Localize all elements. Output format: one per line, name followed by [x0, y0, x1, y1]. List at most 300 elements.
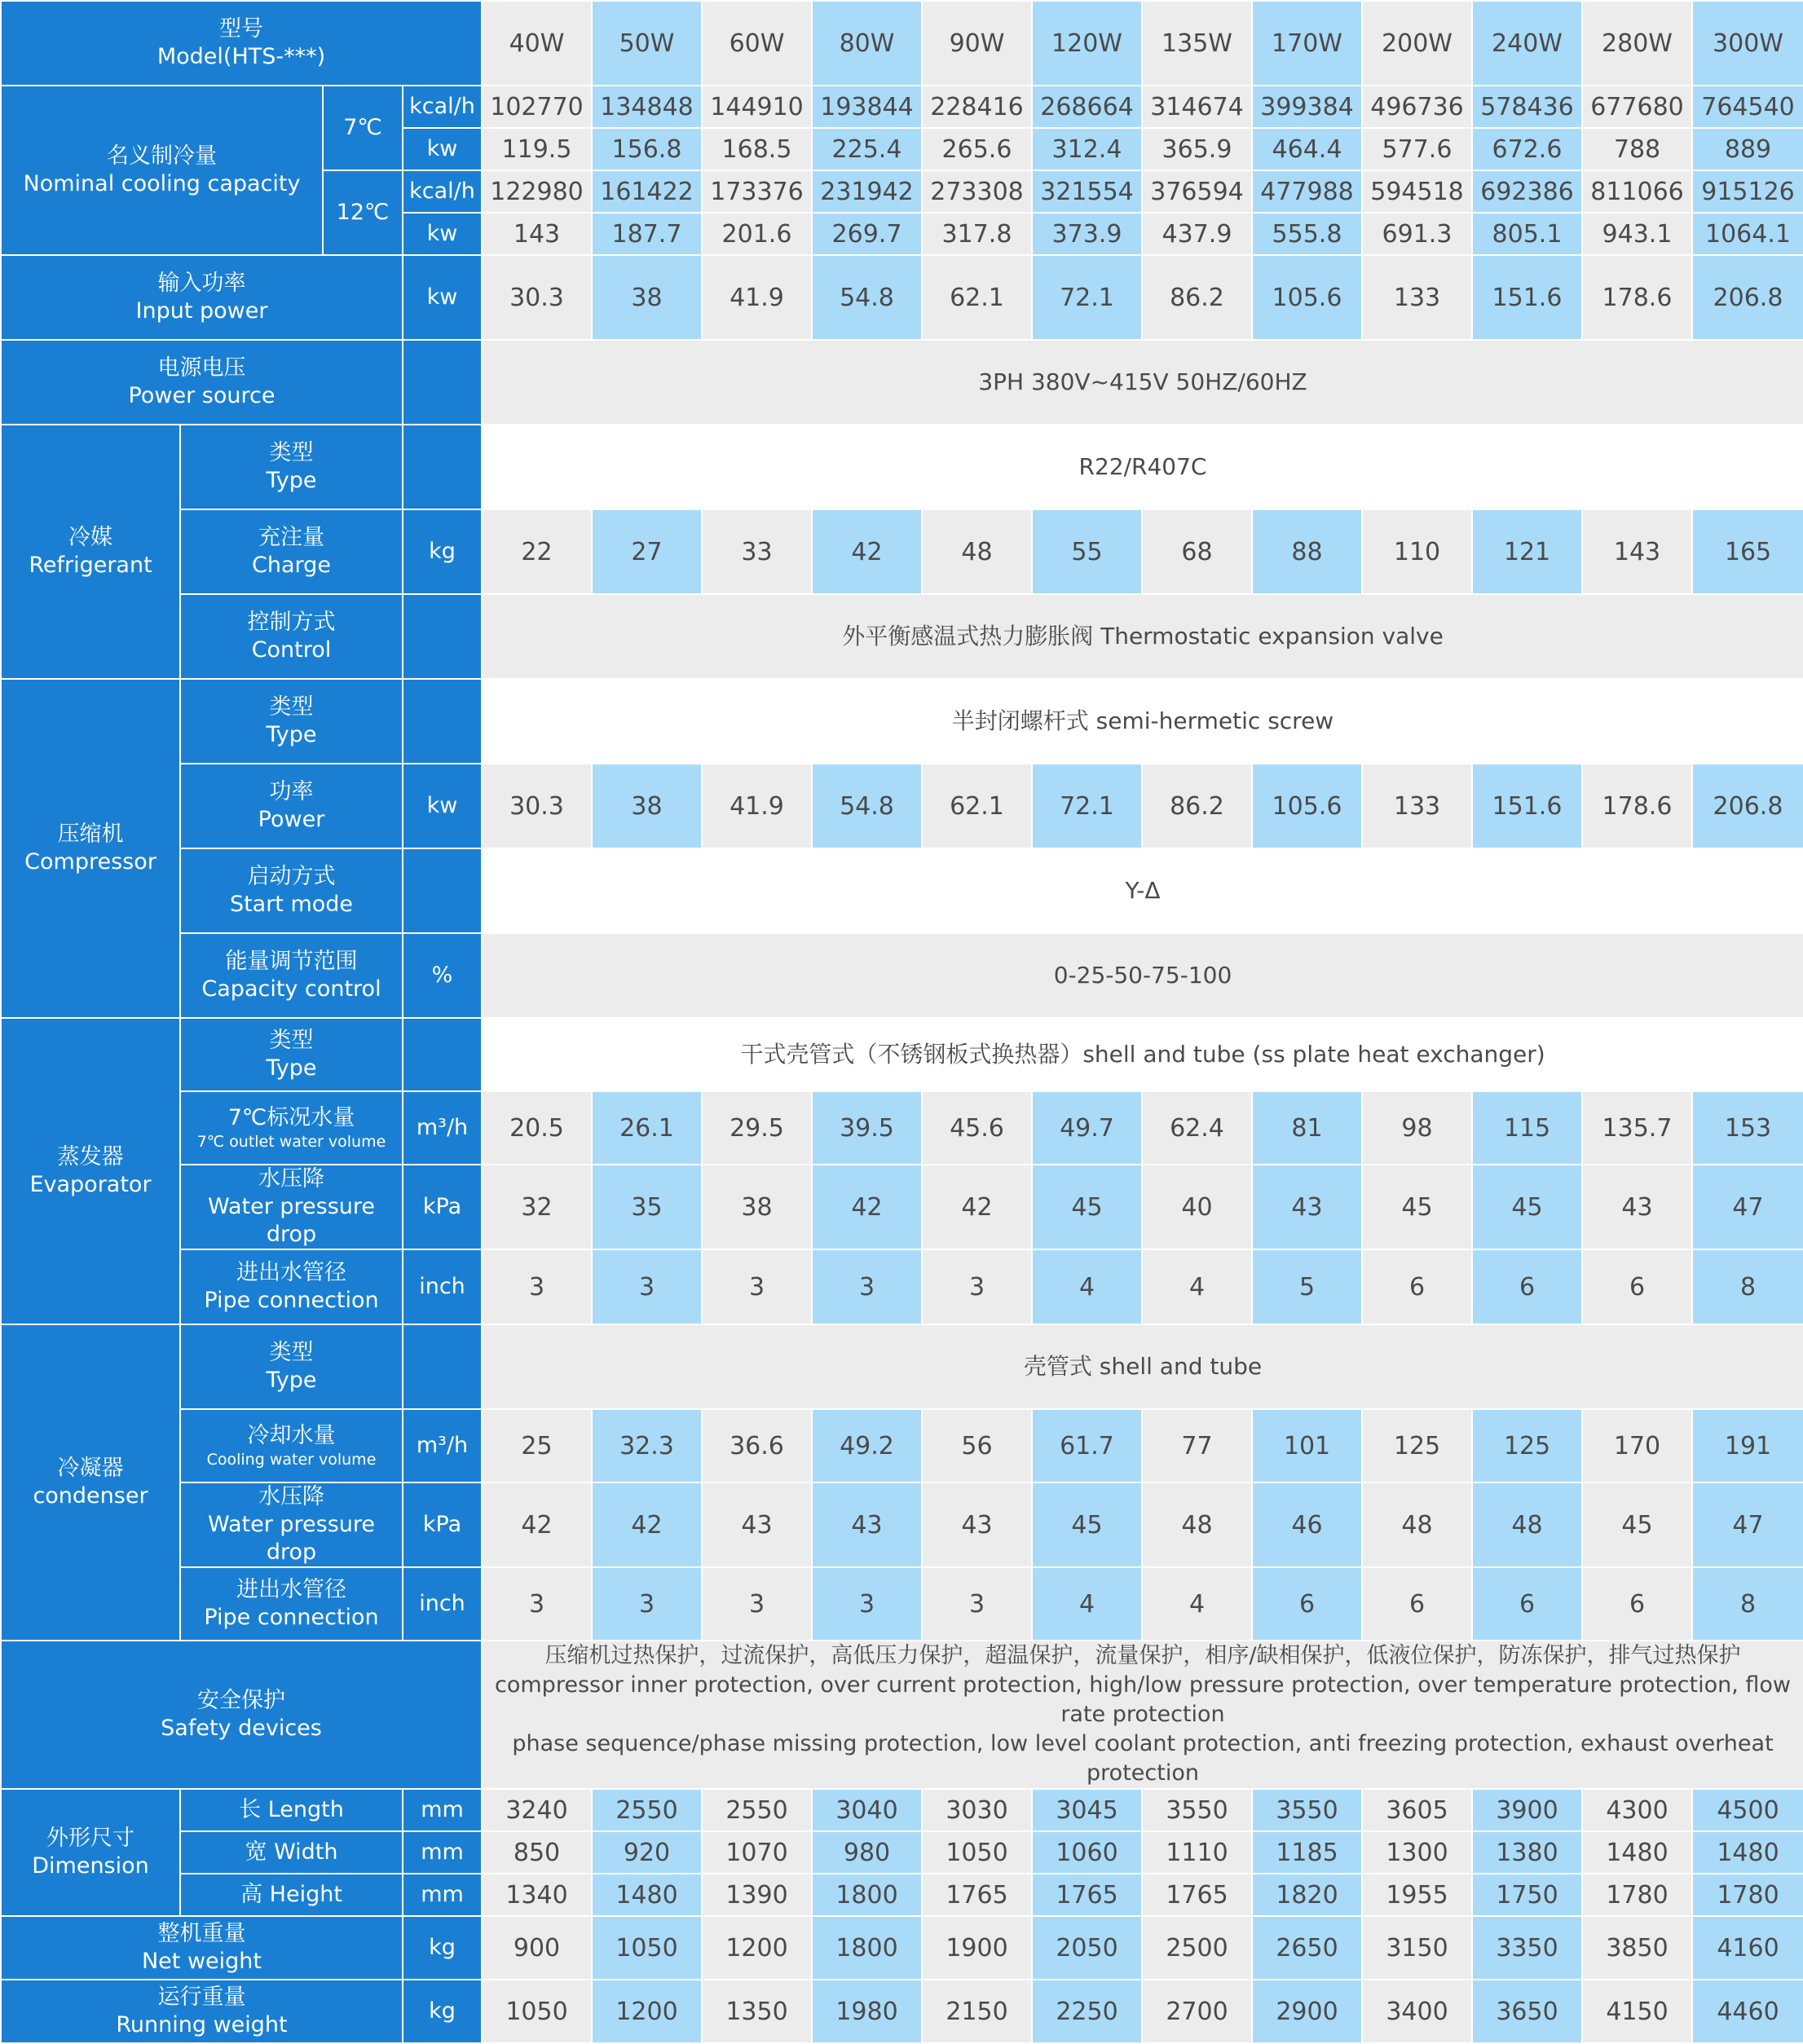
value-cell: 788	[1582, 128, 1692, 170]
value-cell: 201.6	[702, 213, 812, 255]
value-cell: 321554	[1032, 170, 1142, 213]
input-power-header: 输入功率 Input power	[1, 255, 403, 340]
value-cell: 314674	[1142, 86, 1252, 128]
value-cell: 48	[1142, 1482, 1252, 1567]
unit-label: kcal/h	[403, 86, 482, 128]
model-cell: 280W	[1582, 1, 1692, 86]
value-cell: 1820	[1252, 1874, 1362, 1916]
unit-label-empty	[403, 594, 482, 679]
value-cell: 1050	[592, 1916, 702, 1980]
unit-label-empty	[403, 425, 482, 509]
value-cell: 133	[1362, 764, 1472, 848]
evaporator-header: 蒸发器 Evaporator	[1, 1018, 180, 1324]
value-cell: 3	[922, 1567, 1032, 1641]
running-weight-row	[1, 1980, 1803, 2043]
refrigerant-type-row	[1, 425, 1803, 509]
dimension-height-label: 高 Height	[180, 1874, 403, 1916]
value-cell: 578436	[1472, 86, 1582, 128]
value-cell: 2550	[702, 1789, 812, 1831]
refrigerant-type-label: 类型 Type	[180, 425, 403, 509]
value-cell: 101	[1252, 1409, 1362, 1482]
value-cell: 228416	[922, 86, 1032, 128]
value-cell: 20.5	[482, 1091, 592, 1165]
value-cell: 56	[922, 1409, 1032, 1482]
unit-label: mm	[403, 1831, 482, 1874]
value-cell: 115	[1472, 1091, 1582, 1165]
value-cell: 38	[592, 255, 702, 340]
model-cell: 170W	[1252, 1, 1362, 86]
value-cell: 46	[1252, 1482, 1362, 1567]
value-cell: 5	[1252, 1249, 1362, 1324]
compressor-capacity-label: 能量调节范围 Capacity control	[180, 933, 403, 1018]
value-cell: 3040	[812, 1789, 922, 1831]
value-cell: 6	[1362, 1567, 1472, 1641]
condenser-pressure-drop-row	[1, 1482, 1803, 1567]
value-cell: 1060	[1032, 1831, 1142, 1874]
value-cell: 125	[1472, 1409, 1582, 1482]
value-cell: 62.4	[1142, 1091, 1252, 1165]
value-cell: 437.9	[1142, 213, 1252, 255]
value-cell: 105.6	[1252, 764, 1362, 848]
value-cell: 45	[1582, 1482, 1692, 1567]
value-cell: 47	[1692, 1482, 1803, 1567]
value-cell: 32	[482, 1165, 592, 1249]
value-cell: 88	[1252, 509, 1362, 594]
value-cell: 72.1	[1032, 255, 1142, 340]
value-cell: 6	[1582, 1567, 1692, 1641]
value-cell: 168.5	[702, 128, 812, 170]
value-cell: 1480	[1582, 1831, 1692, 1874]
value-cell: 6	[1252, 1567, 1362, 1641]
value-cell: 42	[812, 509, 922, 594]
value-cell: 273308	[922, 170, 1032, 213]
unit-label: kw	[403, 213, 482, 255]
value-cell: 122980	[482, 170, 592, 213]
value-cell: 38	[702, 1165, 812, 1249]
value-cell: 151.6	[1472, 255, 1582, 340]
value-cell: 121	[1472, 509, 1582, 594]
value-cell: 3550	[1142, 1789, 1252, 1831]
value-cell: 1780	[1692, 1874, 1803, 1916]
unit-label-empty	[403, 1324, 482, 1409]
condenser-type-row	[1, 1324, 1803, 1409]
condenser-water-volume-row	[1, 1409, 1803, 1482]
value-cell: 42	[812, 1165, 922, 1249]
compressor-capacity-value: 0-25-50-75-100	[482, 933, 1803, 1018]
value-cell: 1185	[1252, 1831, 1362, 1874]
value-cell: 1380	[1472, 1831, 1582, 1874]
value-cell: 161422	[592, 170, 702, 213]
net-weight-header: 整机重量 Net weight	[1, 1916, 403, 1980]
compressor-power-label: 功率 Power	[180, 764, 403, 848]
value-cell: 365.9	[1142, 128, 1252, 170]
value-cell: 269.7	[812, 213, 922, 255]
value-cell: 45.6	[922, 1091, 1032, 1165]
compressor-start-value: Y-Δ	[482, 848, 1803, 933]
refrigerant-charge-label: 充注量 Charge	[180, 509, 403, 594]
unit-label: kPa	[403, 1165, 482, 1249]
value-cell: 1780	[1582, 1874, 1692, 1916]
value-cell: 102770	[482, 86, 592, 128]
value-cell: 47	[1692, 1165, 1803, 1249]
value-cell: 125	[1362, 1409, 1472, 1482]
value-cell: 1300	[1362, 1831, 1472, 1874]
value-cell: 889	[1692, 128, 1803, 170]
value-cell: 4160	[1692, 1916, 1803, 1980]
value-cell: 77	[1142, 1409, 1252, 1482]
value-cell: 1050	[482, 1980, 592, 2043]
value-cell: 672.6	[1472, 128, 1582, 170]
unit-label-empty	[403, 1018, 482, 1091]
value-cell: 27	[592, 509, 702, 594]
value-cell: 1110	[1142, 1831, 1252, 1874]
value-cell: 2050	[1032, 1916, 1142, 1980]
value-cell: 4500	[1692, 1789, 1803, 1831]
value-cell: 43	[1582, 1165, 1692, 1249]
evaporator-pipe-label: 进出水管径 Pipe connection	[180, 1249, 403, 1324]
value-cell: 62.1	[922, 255, 1032, 340]
value-cell: 110	[1362, 509, 1472, 594]
model-cell: 135W	[1142, 1, 1252, 86]
refrigerant-type-value: R22/R407C	[482, 425, 1803, 509]
value-cell: 1750	[1472, 1874, 1582, 1916]
value-cell: 2650	[1252, 1916, 1362, 1980]
value-cell: 191	[1692, 1409, 1803, 1482]
value-cell: 32.3	[592, 1409, 702, 1482]
compressor-header: 压缩机 Compressor	[1, 679, 180, 1018]
value-cell: 3550	[1252, 1789, 1362, 1831]
unit-label: kg	[403, 1916, 482, 1980]
value-cell: 42	[922, 1165, 1032, 1249]
value-cell: 151.6	[1472, 764, 1582, 848]
dimension-width-label: 宽 Width	[180, 1831, 403, 1874]
model-header: 型号 Model(HTS-***)	[1, 1, 482, 86]
safety-header: 安全保护 Safety devices	[1, 1641, 482, 1789]
input-power-row	[1, 255, 1803, 340]
value-cell: 4	[1142, 1567, 1252, 1641]
value-cell: 165	[1692, 509, 1803, 594]
dimension-height-row	[1, 1874, 1803, 1916]
value-cell: 3	[812, 1249, 922, 1324]
value-cell: 692386	[1472, 170, 1582, 213]
value-cell: 36.6	[702, 1409, 812, 1482]
value-cell: 187.7	[592, 213, 702, 255]
value-cell: 376594	[1142, 170, 1252, 213]
value-cell: 4150	[1582, 1980, 1692, 2043]
value-cell: 2700	[1142, 1980, 1252, 2043]
value-cell: 8	[1692, 1567, 1803, 1641]
value-cell: 268664	[1032, 86, 1142, 128]
value-cell: 3900	[1472, 1789, 1582, 1831]
value-cell: 33	[702, 509, 812, 594]
value-cell: 3	[482, 1567, 592, 1641]
value-cell: 3045	[1032, 1789, 1142, 1831]
value-cell: 3	[922, 1249, 1032, 1324]
unit-label-empty	[403, 848, 482, 933]
evaporator-water-volume-label: 7℃标况水量 7℃ outlet water volume	[180, 1091, 403, 1165]
value-cell: 231942	[812, 170, 922, 213]
value-cell: 62.1	[922, 764, 1032, 848]
net-weight-row	[1, 1916, 1803, 1980]
evaporator-type-row	[1, 1018, 1803, 1091]
model-cell: 200W	[1362, 1, 1472, 86]
model-row	[1, 1, 1803, 86]
value-cell: 577.6	[1362, 128, 1472, 170]
value-cell: 1064.1	[1692, 213, 1803, 255]
value-cell: 4460	[1692, 1980, 1803, 2043]
value-cell: 135.7	[1582, 1091, 1692, 1165]
value-cell: 850	[482, 1831, 592, 1874]
value-cell: 399384	[1252, 86, 1362, 128]
value-cell: 900	[482, 1916, 592, 1980]
value-cell: 178.6	[1582, 255, 1692, 340]
value-cell: 25	[482, 1409, 592, 1482]
value-cell: 265.6	[922, 128, 1032, 170]
safety-row	[1, 1641, 1803, 1789]
value-cell: 4300	[1582, 1789, 1692, 1831]
value-cell: 3	[592, 1567, 702, 1641]
value-cell: 1200	[592, 1980, 702, 2043]
value-cell: 677680	[1582, 86, 1692, 128]
value-cell: 3	[592, 1249, 702, 1324]
condenser-type-label: 类型 Type	[180, 1324, 403, 1409]
value-cell: 68	[1142, 509, 1252, 594]
unit-label: kg	[403, 1980, 482, 2043]
unit-label: inch	[403, 1567, 482, 1641]
value-cell: 3605	[1362, 1789, 1472, 1831]
value-cell: 43	[1252, 1165, 1362, 1249]
compressor-start-label: 启动方式 Start mode	[180, 848, 403, 933]
unit-label: m³/h	[403, 1409, 482, 1482]
value-cell: 45	[1032, 1165, 1142, 1249]
temp-7-label: 7℃	[323, 86, 403, 170]
evaporator-pressure-drop-label: 水压降 Water pressure drop	[180, 1165, 403, 1249]
condenser-type-value: 壳管式 shell and tube	[482, 1324, 1803, 1409]
condenser-water-volume-label: 冷却水量 Cooling water volume	[180, 1409, 403, 1482]
value-cell: 133	[1362, 255, 1472, 340]
value-cell: 98	[1362, 1091, 1472, 1165]
value-cell: 143	[1582, 509, 1692, 594]
value-cell: 1980	[812, 1980, 922, 2043]
condenser-pipe-row	[1, 1567, 1803, 1641]
value-cell: 915126	[1692, 170, 1803, 213]
value-cell: 144910	[702, 86, 812, 128]
value-cell: 43	[812, 1482, 922, 1567]
value-cell: 119.5	[482, 128, 592, 170]
unit-label: mm	[403, 1789, 482, 1831]
unit-label: kg	[403, 509, 482, 594]
value-cell: 26.1	[592, 1091, 702, 1165]
unit-label: mm	[403, 1874, 482, 1916]
value-cell: 45	[1472, 1165, 1582, 1249]
value-cell: 2550	[592, 1789, 702, 1831]
value-cell: 30.3	[482, 764, 592, 848]
value-cell: 920	[592, 1831, 702, 1874]
dimension-length-label: 长 Length	[180, 1789, 403, 1831]
value-cell: 178.6	[1582, 764, 1692, 848]
unit-label: kcal/h	[403, 170, 482, 213]
value-cell: 45	[1032, 1482, 1142, 1567]
value-cell: 1955	[1362, 1874, 1472, 1916]
unit-label: %	[403, 933, 482, 1018]
unit-label-empty	[403, 340, 482, 425]
power-source-value: 3PH 380V~415V 50HZ/60HZ	[482, 340, 1803, 425]
compressor-capacity-row	[1, 933, 1803, 1018]
value-cell: 1765	[922, 1874, 1032, 1916]
condenser-pipe-label: 进出水管径 Pipe connection	[180, 1567, 403, 1641]
dimension-width-row	[1, 1831, 1803, 1874]
refrigerant-header: 冷媒 Refrigerant	[1, 425, 180, 679]
value-cell: 38	[592, 764, 702, 848]
model-cell: 60W	[702, 1, 812, 86]
evaporator-pipe-row	[1, 1249, 1803, 1324]
value-cell: 8	[1692, 1249, 1803, 1324]
refrigerant-charge-row	[1, 509, 1803, 594]
value-cell: 1050	[922, 1831, 1032, 1874]
value-cell: 40	[1142, 1165, 1252, 1249]
value-cell: 691.3	[1362, 213, 1472, 255]
value-cell: 6	[1582, 1249, 1692, 1324]
value-cell: 35	[592, 1165, 702, 1249]
value-cell: 86.2	[1142, 764, 1252, 848]
running-weight-header: 运行重量 Running weight	[1, 1980, 403, 2043]
value-cell: 3350	[1472, 1916, 1582, 1980]
evaporator-pressure-drop-row	[1, 1165, 1803, 1249]
value-cell: 43	[922, 1482, 1032, 1567]
unit-label: kw	[403, 764, 482, 848]
value-cell: 317.8	[922, 213, 1032, 255]
evaporator-water-volume-row	[1, 1091, 1803, 1165]
unit-label: kPa	[403, 1482, 482, 1567]
dimension-header: 外形尺寸 Dimension	[1, 1789, 180, 1916]
safety-value: 压缩机过热保护，过流保护，高低压力保护，超温保护，流量保护，相序/缺相保护，低液位保护，防冻保护，排气过热保护 compressor inner protection, over current protection, high/low pressure protection, over temperature protection, flow rate protection phase sequence/phase missing protection, low level coolant protection, anti freezing protection, exhaust overheat protection	[482, 1641, 1803, 1789]
value-cell: 41.9	[702, 764, 812, 848]
value-cell: 764540	[1692, 86, 1803, 128]
value-cell: 6	[1362, 1249, 1472, 1324]
compressor-type-label: 类型 Type	[180, 679, 403, 764]
value-cell: 61.7	[1032, 1409, 1142, 1482]
value-cell: 22	[482, 509, 592, 594]
value-cell: 86.2	[1142, 255, 1252, 340]
value-cell: 4	[1032, 1567, 1142, 1641]
value-cell: 1480	[592, 1874, 702, 1916]
value-cell: 2500	[1142, 1916, 1252, 1980]
value-cell: 43	[702, 1482, 812, 1567]
value-cell: 72.1	[1032, 764, 1142, 848]
value-cell: 6	[1472, 1567, 1582, 1641]
refrigerant-control-value: 外平衡感温式热力膨胀阀 Thermostatic expansion valve	[482, 594, 1803, 679]
value-cell: 1350	[702, 1980, 812, 2043]
value-cell: 1390	[702, 1874, 812, 1916]
value-cell: 805.1	[1472, 213, 1582, 255]
value-cell: 555.8	[1252, 213, 1362, 255]
value-cell: 2900	[1252, 1980, 1362, 2043]
value-cell: 1480	[1692, 1831, 1803, 1874]
compressor-power-row	[1, 764, 1803, 848]
value-cell: 3	[702, 1249, 812, 1324]
unit-label: kw	[403, 128, 482, 170]
value-cell: 41.9	[702, 255, 812, 340]
value-cell: 3	[812, 1567, 922, 1641]
unit-label: kw	[403, 255, 482, 340]
cooling-header: 名义制冷量 Nominal cooling capacity	[1, 86, 323, 255]
dimension-length-row	[1, 1789, 1803, 1831]
value-cell: 39.5	[812, 1091, 922, 1165]
power-source-row	[1, 340, 1803, 425]
model-cell: 50W	[592, 1, 702, 86]
value-cell: 980	[812, 1831, 922, 1874]
model-cell: 90W	[922, 1, 1032, 86]
value-cell: 105.6	[1252, 255, 1362, 340]
refrigerant-control-row	[1, 594, 1803, 679]
value-cell: 45	[1362, 1165, 1472, 1249]
value-cell: 1200	[702, 1916, 812, 1980]
cooling-row-7-kcal	[1, 86, 1803, 128]
value-cell: 943.1	[1582, 213, 1692, 255]
value-cell: 3650	[1472, 1980, 1582, 2043]
value-cell: 3	[702, 1567, 812, 1641]
value-cell: 134848	[592, 86, 702, 128]
value-cell: 2250	[1032, 1980, 1142, 2043]
refrigerant-control-label: 控制方式 Control	[180, 594, 403, 679]
condenser-header: 冷凝器 condenser	[1, 1324, 180, 1641]
value-cell: 464.4	[1252, 128, 1362, 170]
value-cell: 3030	[922, 1789, 1032, 1831]
compressor-type-row	[1, 679, 1803, 764]
condenser-pressure-drop-label: 水压降 Water pressure drop	[180, 1482, 403, 1567]
compressor-type-value: 半封闭螺杆式 semi-hermetic screw	[482, 679, 1803, 764]
value-cell: 206.8	[1692, 255, 1803, 340]
value-cell: 153	[1692, 1091, 1803, 1165]
value-cell: 1765	[1032, 1874, 1142, 1916]
value-cell: 48	[922, 509, 1032, 594]
unit-label: m³/h	[403, 1091, 482, 1165]
model-cell: 120W	[1032, 1, 1142, 86]
value-cell: 29.5	[702, 1091, 812, 1165]
power-source-header: 电源电压 Power source	[1, 340, 403, 425]
unit-label-empty	[403, 679, 482, 764]
evaporator-type-label: 类型 Type	[180, 1018, 403, 1091]
model-cell: 300W	[1692, 1, 1803, 86]
value-cell: 1765	[1142, 1874, 1252, 1916]
temp-12-label: 12℃	[323, 170, 403, 255]
value-cell: 55	[1032, 509, 1142, 594]
value-cell: 3	[482, 1249, 592, 1324]
value-cell: 193844	[812, 86, 922, 128]
value-cell: 1340	[482, 1874, 592, 1916]
value-cell: 4	[1032, 1249, 1142, 1324]
value-cell: 42	[592, 1482, 702, 1567]
value-cell: 49.2	[812, 1409, 922, 1482]
value-cell: 3150	[1362, 1916, 1472, 1980]
unit-label: inch	[403, 1249, 482, 1324]
compressor-start-row	[1, 848, 1803, 933]
value-cell: 48	[1362, 1482, 1472, 1567]
value-cell: 4	[1142, 1249, 1252, 1324]
value-cell: 225.4	[812, 128, 922, 170]
value-cell: 30.3	[482, 255, 592, 340]
value-cell: 2150	[922, 1980, 1032, 2043]
value-cell: 81	[1252, 1091, 1362, 1165]
value-cell: 3240	[482, 1789, 592, 1831]
model-cell: 40W	[482, 1, 592, 86]
value-cell: 143	[482, 213, 592, 255]
evaporator-type-value: 干式壳管式（不锈钢板式换热器）shell and tube (ss plate heat exchanger)	[482, 1018, 1803, 1091]
value-cell: 49.7	[1032, 1091, 1142, 1165]
value-cell: 1900	[922, 1916, 1032, 1980]
model-cell: 240W	[1472, 1, 1582, 86]
value-cell: 1070	[702, 1831, 812, 1874]
